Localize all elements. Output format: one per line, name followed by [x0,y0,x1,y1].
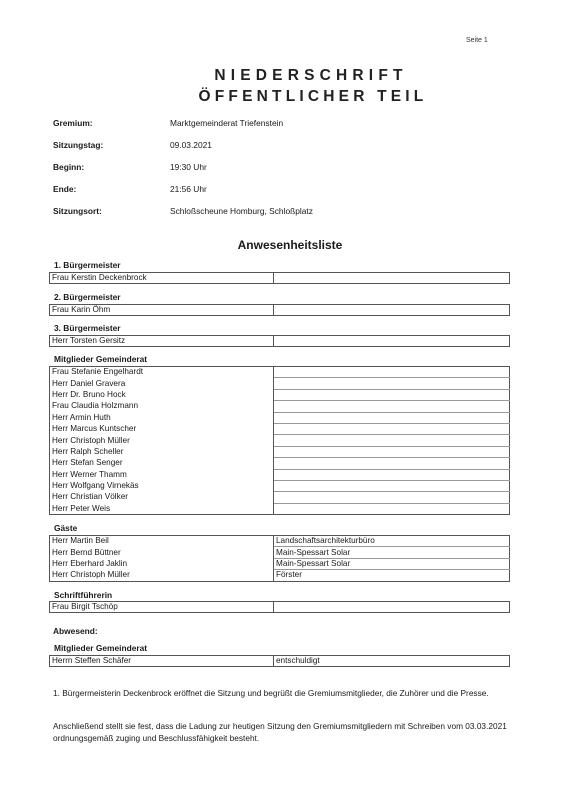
absent-heading: Abwesend: [53,626,98,636]
attendance-heading: Anwesenheitsliste [237,238,343,252]
attendee-note [274,492,510,503]
attendee-note: Förster [274,570,510,581]
absent-table [49,655,510,667]
paragraph-quorum: Anschließend stellt sie fest, dass die Ladung zur heutigen Sitzung den Gremiumsmitgliedern mit Schreiben vom 03.03.2021 ordnungsgemäß zuging und Beschlussfähigkeit besteht. [53,721,507,743]
meta-value: Marktgemeinderat Triefenstein [170,118,284,128]
table-row [50,469,510,480]
meta-row-location [53,206,513,218]
attendee-name: Herr Peter Weis [50,503,274,514]
paragraph-opening: 1. Bürgermeisterin Deckenbrock eröffnet die Sitzung und begrüßt die Gremiumsmitglieder, die Zuhörer und die Presse. [53,688,489,698]
attendee-note [274,458,510,469]
section-second-mayor: 2. Bürgermeister [54,292,121,302]
attendee-note [274,367,510,378]
table-row [50,305,510,316]
table-row [50,656,510,667]
page-number: Seite 1 [466,37,488,44]
attendee-note [274,389,510,400]
table-row [50,423,510,434]
attendee-name: Herr Marcus Kuntscher [50,423,274,434]
attendee-note [274,480,510,491]
table-row [50,536,510,547]
attendee-name: Herr Christoph Müller [50,570,274,581]
attendee-name: Frau Birgit Tschöp [50,602,274,613]
section-first-mayor: 1. Bürgermeister [54,260,121,270]
table-row [50,458,510,469]
table-row [50,570,510,581]
attendee-name: Herr Christoph Müller [50,435,274,446]
attendee-note: Main-Spessart Solar [274,558,510,569]
attendee-name: Herr Torsten Gersitz [50,336,274,347]
meta-label: Sitzungstag: [53,140,104,150]
attendee-note: Main-Spessart Solar [274,547,510,558]
section-recorder: Schriftführerin [54,590,113,600]
attendee-name: Herr Eberhard Jaklin [50,558,274,569]
table-row [50,401,510,412]
attendee-note [274,602,510,613]
attendee-name: Herrn Steffen Schäfer [50,656,274,667]
attendee-name: Herr Bernd Büttner [50,547,274,558]
section-absent-members: Mitglieder Gemeinderat [54,643,148,653]
meta-label: Gremium: [53,118,93,128]
meta-row-gremium [53,118,513,130]
meta-value: 19:30 Uhr [170,162,207,172]
table-row [50,480,510,491]
table-row [50,547,510,558]
table-row [50,492,510,503]
section-guests: Gäste [54,523,78,533]
table-row [50,503,510,514]
attendee-note [274,435,510,446]
table-row [50,558,510,569]
table-row [50,435,510,446]
attendee-name: Herr Christian Völker [50,492,274,503]
attendee-name: Frau Karin Öhm [50,305,274,316]
attendee-name: Herr Wolfgang Virnekäs [50,480,274,491]
attendee-note [274,446,510,457]
meta-row-end [53,184,513,196]
table-row [50,336,510,347]
meta-value: 09.03.2021 [170,140,212,150]
document-title: NIEDERSCHRIFT [214,67,408,84]
meta-value: Schloßscheune Homburg, Schloßplatz [170,206,313,216]
table-row [50,602,510,613]
attendee-name: Herr Werner Thamm [50,469,274,480]
first-mayor-table [49,272,510,284]
meta-row-start [53,162,513,174]
attendee-name: Frau Claudia Holzmann [50,401,274,412]
attendee-name: Herr Armin Huth [50,412,274,423]
second-mayor-table [49,304,510,316]
table-row [50,273,510,284]
attendee-note [274,273,510,284]
meta-label: Sitzungsort: [53,206,102,216]
attendee-note [274,378,510,389]
attendee-name: Herr Daniel Gravera [50,378,274,389]
members-table [49,366,510,515]
attendee-note [274,305,510,316]
table-row [50,367,510,378]
table-row [50,446,510,457]
table-row [50,378,510,389]
attendee-name: Herr Martin Beil [50,536,274,547]
attendee-name: Herr Ralph Scheller [50,446,274,457]
attendee-note: entschuldigt [274,656,510,667]
attendee-note [274,469,510,480]
attendee-name: Herr Dr. Bruno Hock [50,389,274,400]
meta-label: Beginn: [53,162,85,172]
attendee-name: Herr Stefan Senger [50,458,274,469]
guests-table [49,535,510,582]
attendee-name: Frau Stefanie Engelhardt [50,367,274,378]
recorder-table [49,601,510,613]
attendee-name: Frau Kerstin Deckenbrock [50,273,274,284]
attendee-note: Landschaftsarchitekturbüro [274,536,510,547]
attendee-note [274,423,510,434]
table-row [50,412,510,423]
section-members: Mitglieder Gemeinderat [54,354,148,364]
section-third-mayor: 3. Bürgermeister [54,323,121,333]
meta-label: Ende: [53,184,77,194]
attendee-note [274,412,510,423]
third-mayor-table [49,335,510,347]
attendee-note [274,336,510,347]
table-row [50,389,510,400]
attendee-note [274,401,510,412]
meta-row-date [53,140,513,152]
meta-value: 21:56 Uhr [170,184,207,194]
attendee-note [274,503,510,514]
document-subtitle: ÖFFENTLICHER TEIL [198,88,428,105]
